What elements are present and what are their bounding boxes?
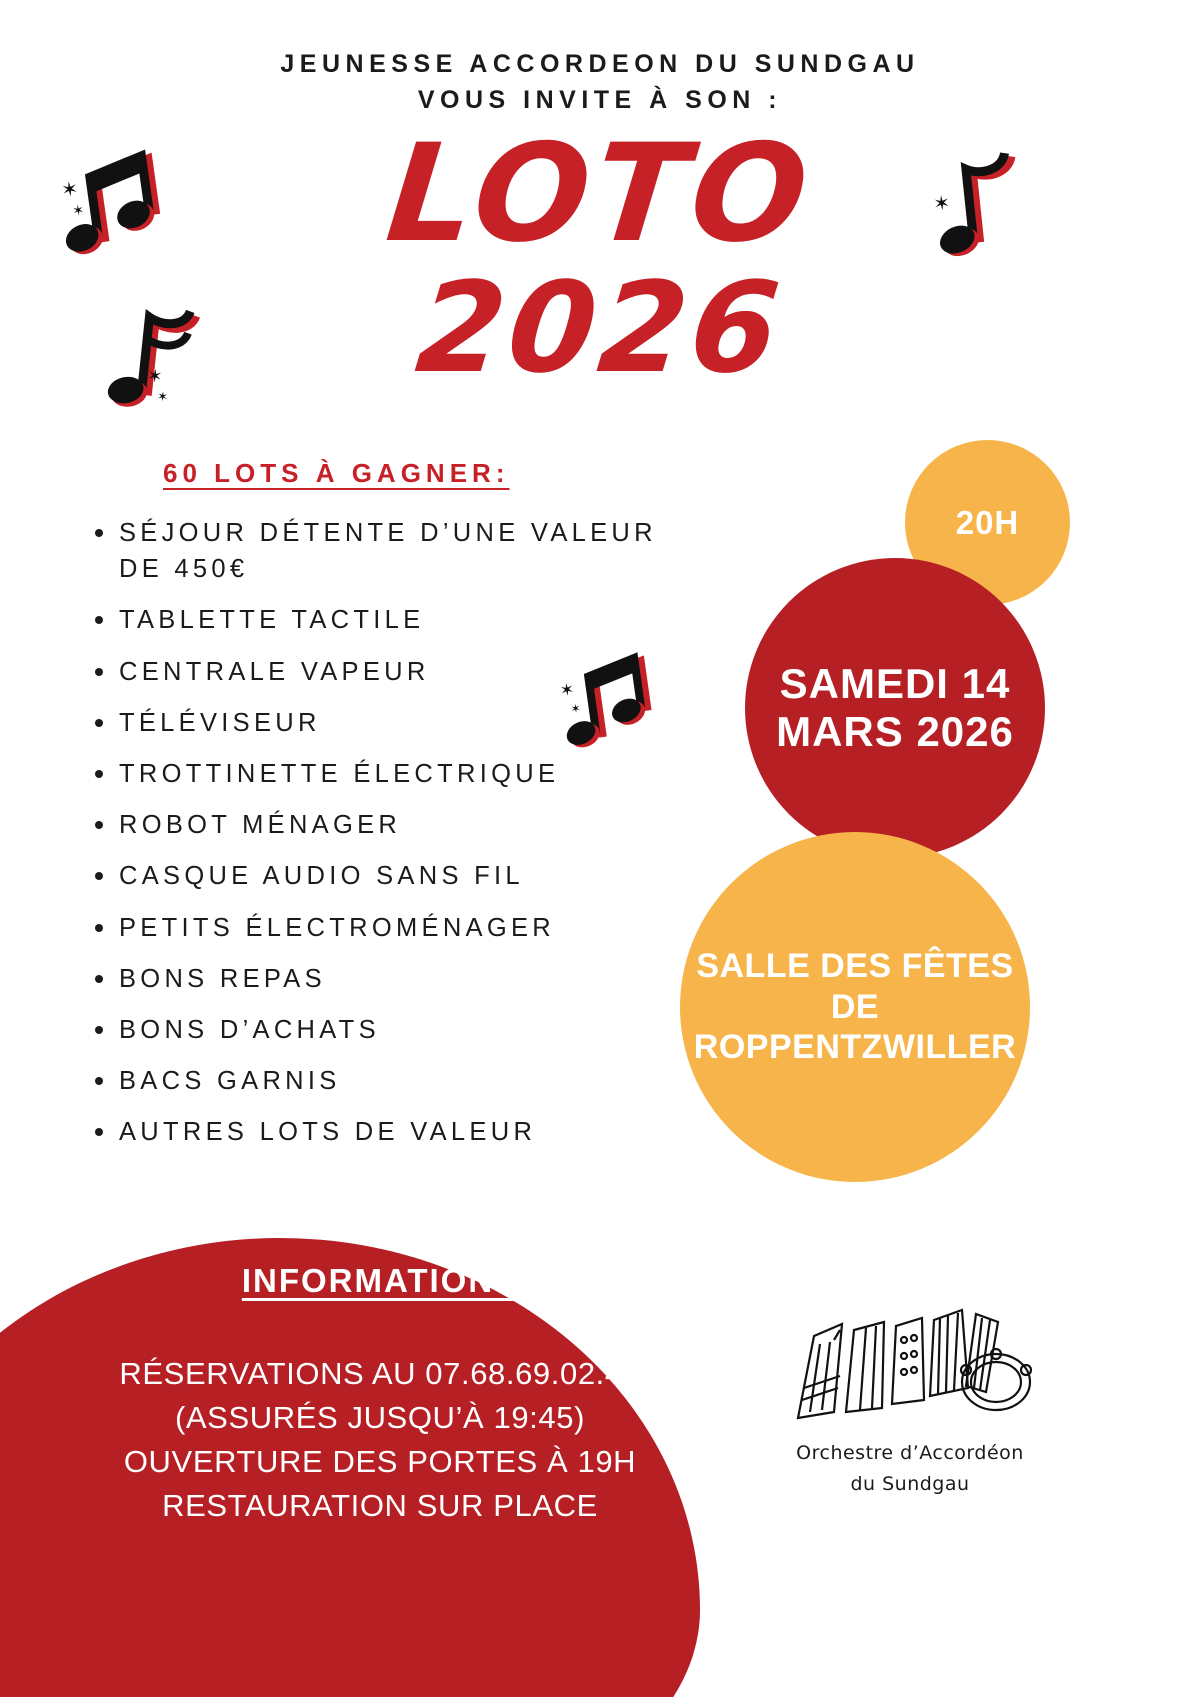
venue-badge [680,832,1030,1182]
date-badge [745,558,1045,858]
svg-text:✶: ✶ [71,201,86,219]
date-line-2: MARS 2026 [776,708,1014,755]
prizes-heading: 60 LOTS À GAGNER: [163,458,510,488]
list-item: PETITS ÉLECTROMÉNAGER [85,910,705,946]
list-item: CASQUE AUDIO SANS FIL [85,858,705,894]
list-item: CENTRALE VAPEUR [85,654,705,690]
doors-open-line: OUVERTURE DES PORTES À 19H [123,1444,637,1480]
venue-line-2: DE [830,987,880,1026]
svg-text:✶: ✶ [60,178,80,203]
logo-line-2: du Sundgau [850,1472,970,1495]
svg-text:✶: ✶ [146,365,164,387]
date-line-1: SAMEDI 14 [779,659,1011,707]
invitation-text: VOUS INVITE À SON : [417,86,783,115]
logo-line-1: Orchestre d’Accordéon [796,1442,1024,1464]
organizer-name: JEUNESSE ACCORDEON DU SUNDGAU [280,50,920,78]
poster-header [0,46,1200,119]
venue-line-1: SALLE DES FÊTES [696,946,1014,985]
list-item: TROTTINETTE ÉLECTRIQUE [85,756,705,792]
venue-line-3: ROPPENTZWILLER [693,1028,1017,1067]
catering-line: RESTAURATION SUR PLACE [162,1488,598,1524]
list-item: ROBOT MÉNAGER [85,807,705,843]
svg-text:✶: ✶ [558,679,576,701]
information-title: INFORMATIONS [241,1262,519,1299]
accordion-icon [775,1300,1045,1435]
poster-title [0,115,1200,402]
reservations-deadline-line: (ASSURÉS JUSQU’À 19:45) [174,1400,586,1436]
svg-text:✶: ✶ [156,388,169,405]
orchestra-logo [775,1300,1045,1496]
prizes-section [85,458,705,1166]
reservations-line: RÉSERVATIONS AU 07.68.69.02.45 [119,1356,641,1391]
information-section [70,1262,690,1528]
list-item: TÉLÉVISEUR [85,705,705,741]
list-item: AUTRES LOTS DE VALEUR [85,1114,705,1150]
title-year: 2026 [410,256,790,402]
time-value: 20H [955,503,1020,541]
list-item: BACS GARNIS [85,1063,705,1099]
svg-text:✶: ✶ [569,700,582,717]
title-loto: LOTO [380,115,820,272]
list-item: BONS REPAS [85,961,705,997]
prize-list [85,515,705,1151]
list-item: SÉJOUR DÉTENTE D’UNE VALEUR DE 450€ [85,515,705,587]
list-item: TABLETTE TACTILE [85,602,705,638]
svg-text:✶: ✶ [932,192,952,216]
list-item: BONS D’ACHATS [85,1012,705,1048]
